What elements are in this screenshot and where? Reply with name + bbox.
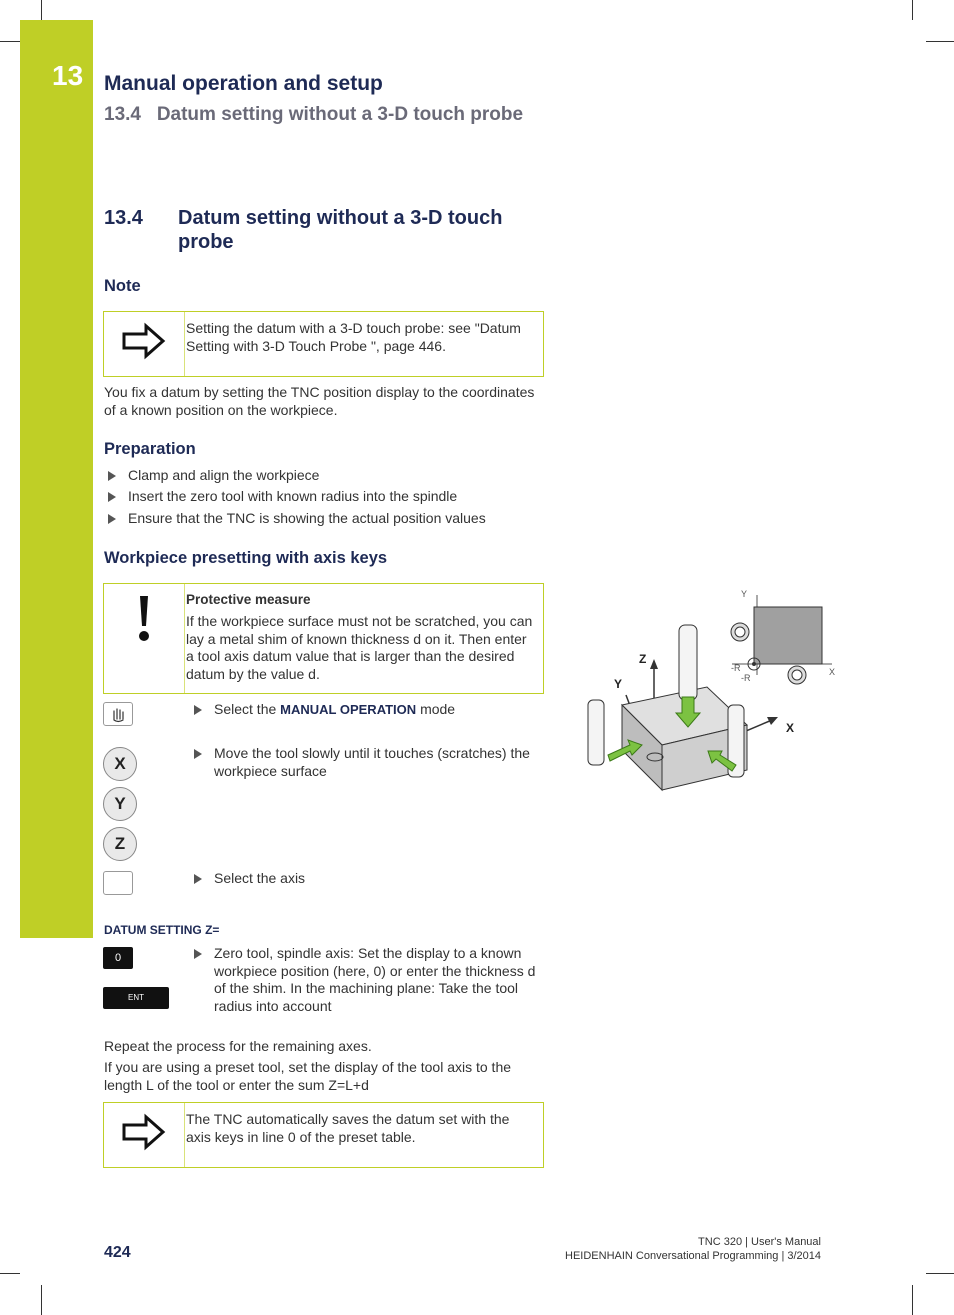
crop-mark <box>926 41 954 42</box>
warning-title: Protective measure <box>186 592 311 607</box>
note-box-text: Setting the datum with a 3-D touch probe: see "Datum Setting with 3-D Touch Probe ", page 446. <box>186 320 521 354</box>
key-zero[interactable]: 0 <box>103 947 133 969</box>
crop-mark <box>41 1285 42 1315</box>
mode-name: MANUAL OPERATION <box>280 702 417 717</box>
hand-icon <box>104 703 132 725</box>
box-divider <box>184 584 185 693</box>
preset-tool-paragraph: If you are using a preset tool, set the display of the tool axis to the length L of the tool or enter the sum Z=L+d <box>104 1059 512 1093</box>
crop-mark <box>41 0 42 20</box>
bullet-triangle-icon <box>194 949 202 959</box>
intro-paragraph: You fix a datum by setting the TNC position display to the coordinates of a known position on the workpiece. <box>104 384 535 418</box>
repeat-paragraph: Repeat the process for the remaining axes. <box>104 1038 372 1054</box>
axis-y-key[interactable]: Y <box>103 787 137 821</box>
inset-x-label: X <box>829 667 836 677</box>
manual-operation-key[interactable] <box>103 702 133 726</box>
exclamation-icon <box>136 594 152 644</box>
axis-z-label: Z <box>639 652 647 666</box>
axis-x-key[interactable]: X <box>103 747 137 781</box>
note-heading: Note <box>104 277 141 295</box>
warning-text: If the workpiece surface must not be scratched, you can lay a metal shim of known thickness d on it. Then enter a tool axis datum value that is larger than the desired datum by the value d. <box>186 613 533 682</box>
inset-r2-label: -R <box>741 673 751 683</box>
arrow-right-icon <box>121 1113 167 1151</box>
chapter-band <box>20 20 93 938</box>
final-note-text: The TNC automatically saves the datum set with the axis keys in line 0 of the preset table. <box>186 1111 510 1145</box>
bullet-triangle-icon <box>194 705 202 715</box>
preparation-heading: Preparation <box>104 440 196 458</box>
box-divider <box>184 1103 185 1167</box>
bullet-triangle-icon <box>194 874 202 884</box>
arrow-right-icon <box>121 322 167 360</box>
crop-mark <box>926 1273 954 1274</box>
crop-mark <box>0 41 20 42</box>
chapter-number: 13 <box>52 60 84 91</box>
datum-setting-label: DATUM SETTING Z= <box>104 923 220 937</box>
box-divider <box>184 312 185 376</box>
bullet-triangle-icon <box>108 471 116 481</box>
footer-line-2: HEIDENHAIN Conversational Programming | 3/2014 <box>565 1250 821 1262</box>
datum-softkey[interactable] <box>103 871 133 895</box>
axis-z-key[interactable]: Z <box>103 827 137 861</box>
axis-x-label: X <box>786 721 795 735</box>
bullet-triangle-icon <box>194 749 202 759</box>
section-number: 13.4 <box>104 207 143 229</box>
section-title: Datum setting without a 3-D touch probe <box>178 207 503 253</box>
key-ent[interactable]: ENT <box>103 987 169 1009</box>
chapter-title: Manual operation and setup <box>104 72 383 95</box>
footer-line-1: TNC 320 | User's Manual <box>698 1236 821 1248</box>
crop-mark <box>0 1273 20 1274</box>
inset-diagram <box>731 595 832 684</box>
page-number: 424 <box>104 1244 131 1261</box>
crop-mark <box>912 0 913 20</box>
crop-mark <box>912 1285 913 1315</box>
presetting-heading: Workpiece presetting with axis keys <box>104 549 388 567</box>
bullet-triangle-icon <box>108 514 116 524</box>
inset-r1-label: -R <box>731 663 741 673</box>
section-running-header: 13.4 Datum setting without a 3-D touch probe <box>104 104 524 125</box>
inset-y-label: Y <box>741 589 748 599</box>
axis-y-label: Y <box>614 677 623 691</box>
bullet-triangle-icon <box>108 492 116 502</box>
